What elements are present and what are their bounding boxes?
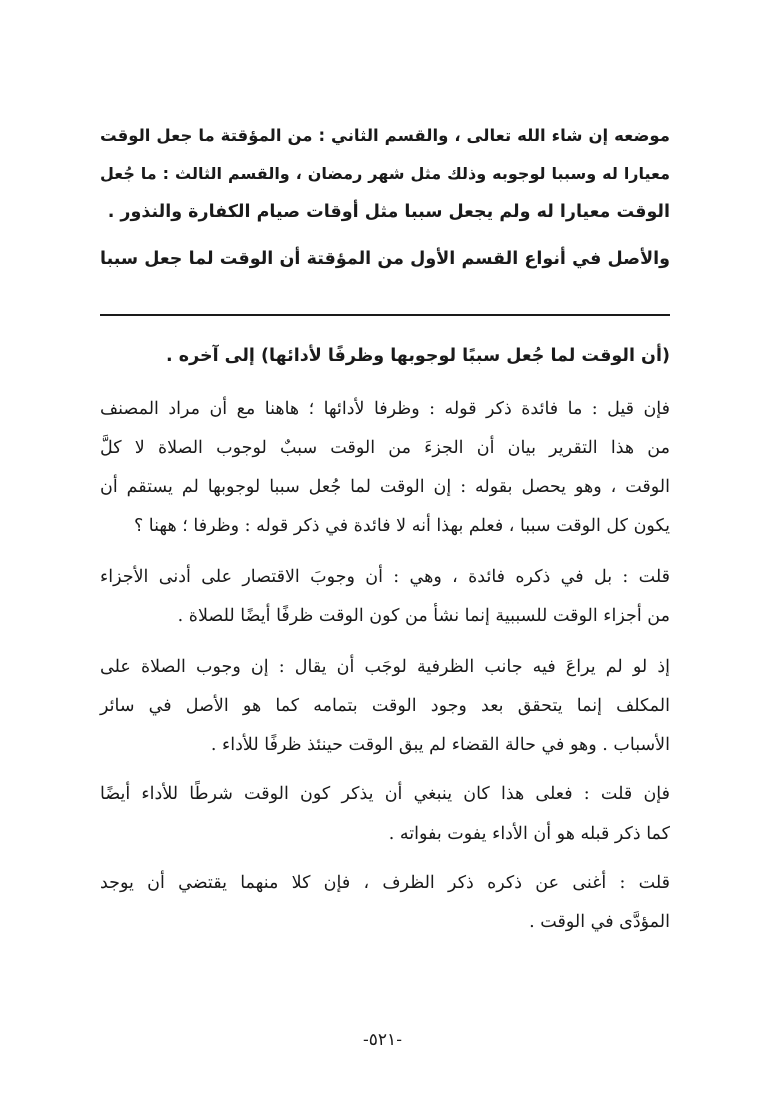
page-number: -٥٢١- bbox=[363, 1030, 402, 1050]
commentary-line: يكون كل الوقت سببا ، فعلم بهذا أنه لا فائدة في ذكر قوله : وظرفا ؛ ههنا ؟ bbox=[133, 516, 670, 536]
main-text-line: والأصل في أنواع القسم الأول من المؤقتة أن الوقت لما جعل سببا bbox=[100, 249, 670, 269]
commentary-line: المؤدَّى في الوقت . bbox=[529, 912, 670, 932]
commentary-line: قلت : بل في ذكره فائدة ، وهي : أن وجوبَ الاقتصار على أدنى الأجزاء bbox=[100, 567, 670, 587]
commentary-line: المكلف إنما يتحقق بعد وجود الوقت بتمامه كما هو الأصل في سائر bbox=[100, 696, 670, 716]
commentary-line: الأسباب . وهو في حالة القضاء لم يبق الوقت حينئذ ظرفًا للأداء . bbox=[210, 735, 670, 755]
commentary-line: من أجزاء الوقت للسببية إنما نشأ من كون الوقت ظرفًا أيضًا للصلاة . bbox=[177, 606, 670, 626]
commentary-line: إذ لو لم يراعَ فيه جانب الظرفية لوجَب أن يقال : إن وجوب الصلاة على bbox=[100, 657, 670, 677]
commentary-line: الوقت ، وهو يحصل بقوله : إن الوقت لما جُعل سببا لوجوبها لم يستقم أن bbox=[100, 477, 670, 497]
commentary-line: فإن قلت : فعلى هذا كان ينبغي أن يذكر كون الوقت شرطًا للأداء أيضًا bbox=[100, 784, 670, 804]
commentary-line: من هذا التقرير بيان أن الجزءَ من الوقت سببٌ لوجوب الصلاة لا كلَّ bbox=[100, 438, 670, 458]
main-text-line: موضعه إن شاء الله تعالى ، والقسم الثاني : من المؤقتة ما جعل الوقت bbox=[100, 126, 670, 145]
commentary-heading: (أن الوقت لما جُعل سببًا لوجوبها وظرفًا لأدائها) إلى آخره . bbox=[166, 346, 670, 366]
main-text-line: الوقت معيارا له ولم يجعل سببا مثل أوقات صيام الكفارة والنذور . bbox=[107, 202, 670, 222]
separator-rule bbox=[100, 314, 670, 316]
main-text-line: معيارا له وسببا لوجوبه وذلك مثل شهر رمضان ، والقسم الثالث : ما جُعل bbox=[100, 164, 670, 183]
commentary-line: فإن قيل : ما فائدة ذكر قوله : وظرفا لأدائها ؛ هاهنا مع أن مراد المصنف bbox=[100, 399, 670, 419]
commentary-line: كما ذكر قبله هو أن الأداء يفوت بفواته . bbox=[388, 824, 670, 844]
commentary-line: قلت : أغنى عن ذكره ذكر الظرف ، فإن كلا منهما يقتضي أن يوجد bbox=[100, 873, 670, 893]
